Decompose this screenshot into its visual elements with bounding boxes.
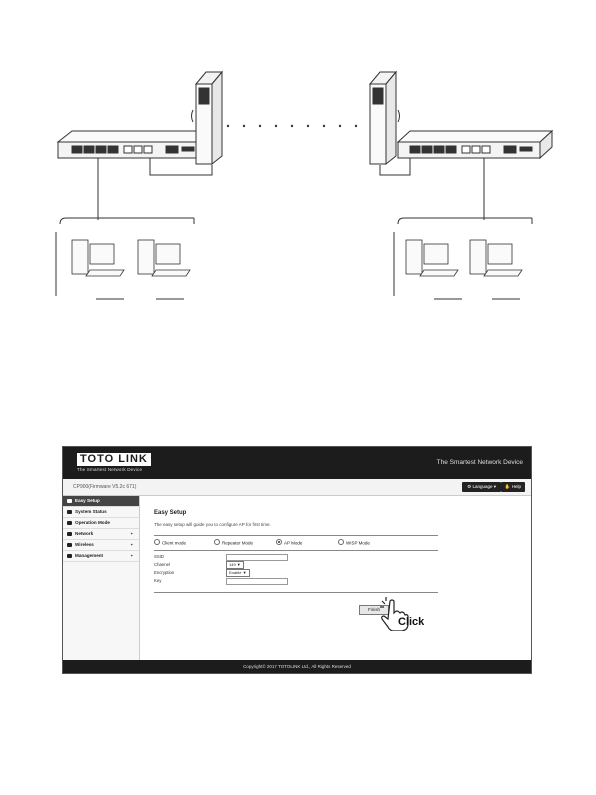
click-annotation: Click: [398, 616, 425, 628]
left-switch: [58, 131, 212, 158]
logo-tagline: The Smartest Network Device: [77, 467, 143, 472]
pc-3: [406, 240, 458, 276]
network-diagram: [0, 0, 596, 330]
sidebar-item-easy-setup[interactable]: Easy Setup: [63, 496, 139, 507]
model-firmware: CP900(Firmware V5.2c 671): [73, 484, 137, 490]
pc-2: [138, 240, 190, 276]
ssid-label: SSID: [154, 554, 165, 559]
status-icon: [67, 510, 72, 514]
page-title: Easy Setup: [154, 510, 187, 516]
expand-icon: +: [130, 531, 133, 536]
sidebar-item-wireless[interactable]: Wireless +: [63, 540, 139, 551]
pc-1: [72, 240, 124, 276]
wireless-icon: [67, 543, 72, 547]
easy-setup-icon: [67, 499, 72, 503]
radio-circle[interactable]: [214, 539, 220, 545]
logo-text: TOTO LINK: [77, 453, 151, 466]
help-icon: ✋: [504, 484, 512, 489]
expand-icon: +: [130, 542, 133, 547]
language-button[interactable]: ⚙ Language ▾: [462, 482, 501, 492]
wireless-link: [227, 125, 357, 127]
radio-circle-selected[interactable]: [276, 539, 282, 545]
page-description: The easy setup will guide you to configure AP for first time.: [154, 522, 271, 527]
network-icon: [67, 532, 72, 536]
key-input[interactable]: [226, 578, 288, 585]
top-bar: [63, 447, 531, 479]
footer-copyright: Copyright© 2017 TOTOLINK Ltd., All Rights Reserved: [63, 660, 531, 673]
radio-wisp-mode[interactable]: WISP Mode: [338, 539, 370, 546]
finish-button[interactable]: Finish: [359, 605, 389, 615]
ssid-input[interactable]: [226, 554, 288, 561]
sidebar-item-network[interactable]: Network +: [63, 529, 139, 540]
channel-select[interactable]: 149 ▼: [226, 561, 244, 569]
divider: [154, 535, 438, 536]
sidebar: [63, 496, 140, 660]
sidebar-item-management[interactable]: Management +: [63, 551, 139, 562]
header-tagline: The Smartest Network Device: [436, 459, 523, 466]
encryption-select[interactable]: Enable ▼: [226, 569, 250, 577]
radio-repeater-mode[interactable]: Repeater Mode: [214, 539, 253, 546]
sidebar-item-operation-mode[interactable]: Operation Mode: [63, 518, 139, 529]
left-cpe-device: [192, 72, 223, 164]
help-button[interactable]: ✋ Help: [501, 482, 525, 492]
sub-bar: [63, 479, 531, 496]
channel-label: Channel: [154, 562, 171, 567]
divider: [154, 592, 438, 593]
divider: [154, 550, 438, 551]
chevron-down-icon: ▾: [492, 484, 496, 489]
globe-icon: ⚙: [467, 484, 473, 489]
management-icon: [67, 554, 72, 558]
radio-circle[interactable]: [154, 539, 160, 545]
right-switch: [398, 131, 552, 158]
sidebar-item-system-status[interactable]: System Status: [63, 507, 139, 518]
mode-radio-group: [154, 539, 444, 547]
totolink-logo: [77, 453, 159, 475]
main-content: [140, 496, 531, 660]
pc-4: [470, 240, 522, 276]
key-label: Key: [154, 578, 162, 583]
right-cpe-device: [370, 72, 400, 164]
operation-mode-icon: [67, 521, 72, 525]
radio-ap-mode[interactable]: AP Mode: [276, 539, 302, 546]
encryption-label: Encryption: [154, 570, 175, 575]
radio-client-mode[interactable]: Client mode: [154, 539, 186, 546]
radio-circle[interactable]: [338, 539, 344, 545]
router-web-ui: [62, 446, 532, 674]
expand-icon: +: [130, 553, 133, 558]
